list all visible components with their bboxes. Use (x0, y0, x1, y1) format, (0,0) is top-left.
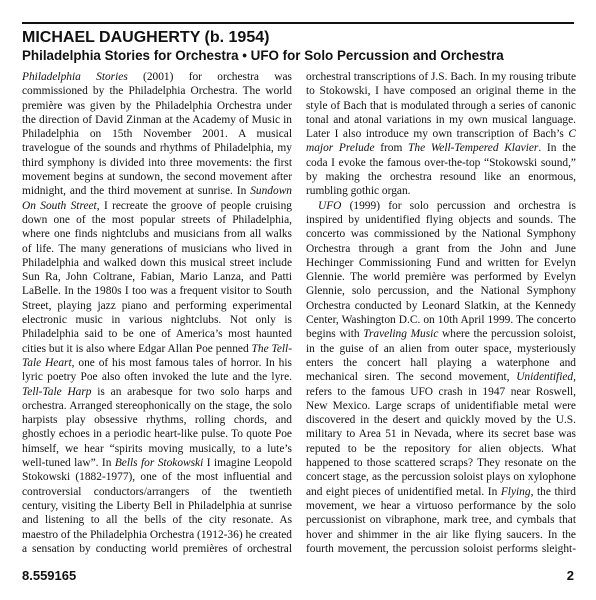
body-text: . In the coda I evoke the famous over-the-top “Stokowski sound,” by making the orchestra resound like an enormous, rumbling gothic organ. (306, 142, 576, 198)
page-number: 2 (566, 568, 574, 583)
body-text: orchestral transcriptions of J.S. Bach. In my rousing tribute to Stokowski, I have composed an original theme in the style of Bach that is modulated through a series of canonic tonal and atonal variations in my own musical language. Later I also introduce my own transcription of Bach’s (306, 71, 576, 141)
left-column (22, 70, 292, 556)
italic-title-text: UFO (318, 199, 342, 212)
body-text: where the percussion soloist, in the guise of an alien from outer space, mysteriously enters the concert hall playing a waterphone and mechanical siren. The second movement, (306, 328, 576, 384)
italic-title-text: C major Prelude (306, 128, 576, 155)
body-text: , refers to the famous UFO crash in 1947 near Roswell, New Mexico. Large scraps of unidentifiable metal were discovered in the desert and quickly moved by the U.S. military to Area 51 in Nevada, where its secret base was reputed to be the repository for alien objects. What happened to those scattered scraps? They resonate on the concert stage, as the percussion soloist plays on xylophone and eight pieces of unidentified metal. In (306, 371, 576, 498)
italic-title-text: Traveling Music (363, 328, 439, 341)
body-paragraph (306, 70, 576, 199)
body-text: (2001) for orchestra was commissioned by the Philadelphia Orchestra. The world première was given by the Philadelphia Orchestra under the direction of David Zinman at the Academy of Music in Philadelphia on 15th November 2001. A musical travelogue of the sounds and rhythms of Philadelphia, my third symphony is divided into three movements: the first movement begins at sundown, the second movement after midnight, and the third movement at sunrise. In (22, 71, 292, 198)
italic-title-text: Flying (500, 485, 531, 498)
body-paragraph (22, 70, 292, 556)
body-text: I imagine Leopold Stokowski (1882-1977), one of the most influential and controversial conductors/arrangers of the twentieth century, visiting the Liberty Bell in Philadelphia at sunrise and listening to all the bells of the city resonate. As maestro of the Philadelphia Orchestra (1912-36) he created a sensation by conducting world premières of orchestral (22, 457, 292, 555)
body-text: , I recreate the groove of people cruising down one of the most popular streets of Philadelphia, where one finds nightclubs and musicians from all walks of life. The many generations of musicians who lived in Philadelphia and walked down this musical street include Sun Ra, John Coltrane, Fabian, Mario Lanza, and Patti LaBelle. In the 1980s I too was a frequent visitor to South Street, playing jazz piano and performing experimental electronic music in various nightclubs. Not only is Philadelphia said to be one of America’s most haunted cities but it is also where Edgar Allan Poe penned (22, 199, 292, 355)
body-text: from (374, 142, 409, 155)
body-text: (1999) for solo percussion and orchestra is inspired by unidentified flying objects and sounds. The concerto was commissioned by the National Symphony Orchestra through a grant from the John and June Hechinger Commissioning Fund and written for Evelyn Glennie. The world première was performed by Evelyn Glennie, solo percussion, and the National Symphony Orchestra conducted by Leonard Slatkin, at the Kennedy Center, Washington D.C. on 10th April 1999. The concerto begins with (306, 199, 576, 341)
italic-title-text: Tell-Tale Harp (22, 385, 92, 398)
italic-title-text: The Well-Tempered Klavier (408, 142, 539, 155)
text-columns (22, 70, 576, 556)
page-header (22, 22, 574, 64)
italic-title-text: Philadelphia Stories (22, 71, 128, 83)
right-column (306, 70, 576, 556)
page-title: MICHAEL DAUGHERTY (b. 1954) (22, 29, 270, 46)
body-text: , one of his most famous tales of horror. In his lyric poetry Poe also often invoked the lute and the lyre. (22, 356, 292, 384)
header-rule (22, 22, 574, 24)
catalog-number: 8.559165 (22, 568, 77, 583)
italic-title-text: The Tell-Tale Heart (22, 342, 292, 369)
italic-title-text: Unidentified (516, 371, 574, 384)
body-text: is an arabesque for two solo harps and orchestra. Arranged stereophonically on the stage, the solo harpists play obsessive rhythms, rolling chords, and ghostly echoes in a periodic heart-like pulse. To quote Poe himself, we hear “spirits moving musically, to a lute’s well-tuned law”. In (22, 385, 292, 470)
italic-title-text: Sundown On South Street (22, 185, 292, 212)
body-paragraph (306, 199, 576, 556)
body-text: , the third movement, we hear a virtuoso performance by the solo percussionist on vibraphone, mark tree, and cymbals that hover and shimmer in the air like flying saucers. In the fourth movement, the percussion soloist performs sleight- (306, 485, 576, 555)
page-footer (22, 568, 574, 584)
italic-title-text: Bells for Stokowski (114, 457, 204, 470)
page-subtitle: Philadelphia Stories for Orchestra • UFO for Solo Percussion and Orchestra (22, 48, 504, 63)
